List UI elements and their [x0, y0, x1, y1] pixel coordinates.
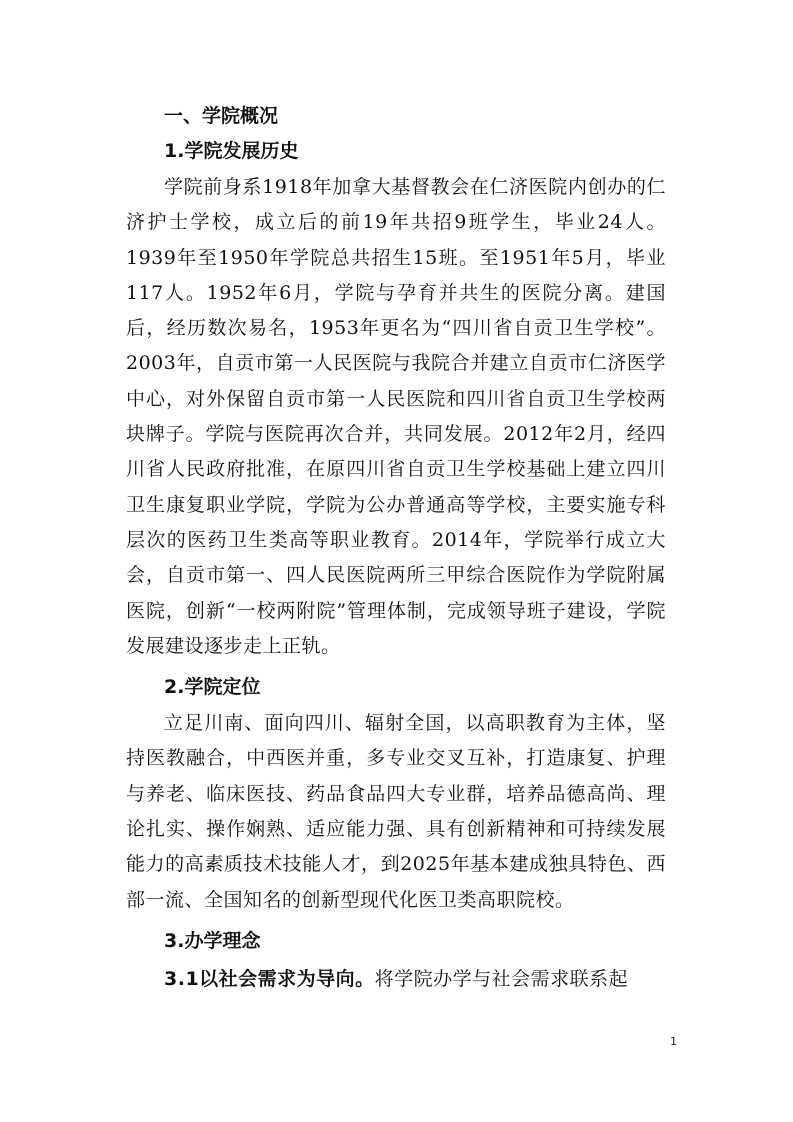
section-1-title: 1.学院发展历史 [164, 140, 299, 162]
section-1-paragraph: 学院前身系1918年加拿大基督教会在仁济医院内创办的仁济护士学校，成立后的前19年共招9班学生，毕业24人。1939年至1950年学院总共招生15班。至1951年5月，毕业117人。1952年6月，学院与孕育并共生的医院分离。建国后，经历数次易名，1953年更名为“四川省自贡卫生学校”。2003年，自贡市第一人民医院与我院合并建立自贡市仁济医学中心，对外保留自贡市第一人民医院和四川省自贡卫生学校两块牌子。学院与医院再次合并，共同发展。2012年2月，经四川省人民政府批准，在原四川省自贡卫生学校基础上建立四川卫生康复职业学院，学院为公办普通高等学校，主要实施专科层次的医药卫生类高等职业教育。2014年，学院举行成立大会，自贡市第一、四人民医院两所三甲综合医院作为学院附属医院，创新“一校两附院”管理体制，完成领导班子建设，学院发展建设逐步走上正轨。 [126, 176, 666, 657]
section-2-title: 2.学院定位 [164, 676, 261, 699]
subsection-3-1-text: 将学院办学与社会需求联系起 [374, 967, 629, 990]
section-2-paragraph: 立足川南、面向四川、辐射全国，以高职教育为主体，坚持医教融合，中西医并重，多专业交叉互补，打造康复、护理与养老、临床医技、药品食品四大专业群，培养品德高尚、理论扎实、操作娴熟、适应能力强、具有创新精神和可持续发展能力的高素质技术技能人才，到2025年基本建成独具特色、西部一流、全国知名的创新型现代化医卫类高职院校。 [126, 712, 666, 911]
main-heading: 一、学院概况 [164, 105, 279, 127]
subsection-3-1 [126, 960, 666, 998]
page-number: 1 [670, 1035, 677, 1048]
subsection-3-1-label: 3.1以社会需求为导向。 [164, 967, 375, 990]
section-3-title: 3.办学理念 [164, 929, 261, 952]
page-content [126, 100, 666, 998]
